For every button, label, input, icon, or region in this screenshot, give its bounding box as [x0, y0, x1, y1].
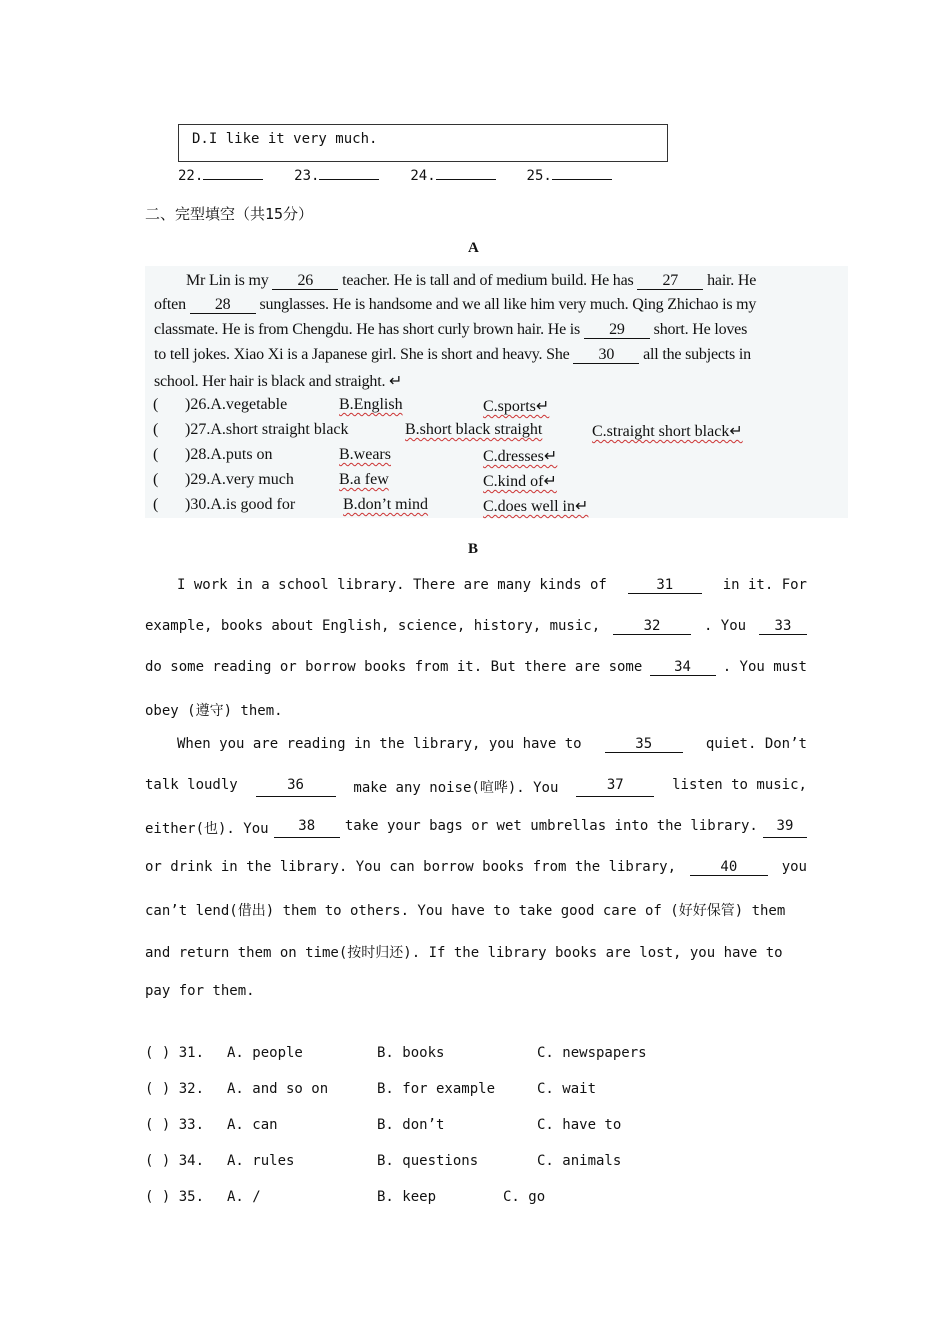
passage-line: obey (遵守) them. [145, 703, 283, 719]
answer-blank[interactable] [203, 179, 263, 180]
option-a: A. people [227, 1045, 303, 1061]
blank-37[interactable]: 37 [576, 777, 654, 797]
option-c: C.kind of↵ [483, 473, 557, 490]
option-b: B. books [377, 1045, 445, 1061]
passage-line: Mr Lin is my 26 teacher. He is tall and of medium build. He has 27 hair. He [186, 272, 757, 289]
blank-26[interactable]: 26 [272, 273, 338, 290]
answer-paren[interactable]: ( [153, 446, 159, 463]
option-a: A. / [227, 1189, 261, 1205]
answer-blank[interactable] [552, 179, 612, 180]
blank-39[interactable]: 39 [763, 818, 807, 838]
option-d: D.I like it very much. [192, 131, 378, 147]
option-c: C.sports↵ [483, 398, 550, 415]
passage-line: school. Her hair is black and straight. ↵ [154, 373, 403, 390]
blank-36[interactable]: 36 [256, 777, 336, 797]
option-c: C. go [503, 1189, 546, 1205]
option-b: B. keep [377, 1189, 437, 1205]
option-c: C. have to [537, 1117, 622, 1133]
blank-29[interactable]: 29 [584, 322, 650, 339]
answer-paren[interactable]: ( ) 32. [145, 1081, 205, 1097]
blank-32[interactable]: 32 [613, 618, 691, 635]
blank-28[interactable]: 28 [190, 297, 256, 314]
answer-paren[interactable]: ( [153, 471, 159, 488]
option-a: )28.A.puts on [185, 446, 273, 463]
option-c: C.dresses↵ [483, 448, 558, 465]
option-b: B. questions [377, 1153, 479, 1169]
option-a: )29.A.very much [185, 471, 294, 488]
passage-line: talk loudly 36 make any noise(喧哗). You 37 listen to music, [145, 777, 807, 796]
passage-line: or drink in the library. You can borrow books from the library, 40 you [145, 859, 807, 875]
answer-blank[interactable] [436, 179, 496, 180]
passage-line: classmate. He is from Chengdu. He has short curly brown hair. He is 29 short. He loves [154, 321, 748, 338]
answer-blank[interactable] [319, 179, 379, 180]
answer-paren[interactable]: ( ) 35. [145, 1189, 205, 1205]
section-title: 二、完型填空（共15分） [145, 205, 314, 223]
passage-line: pay for them. [145, 983, 255, 999]
passage-line: can’t lend(借出) them to others. You have to take good care of (好好保管) them [145, 903, 786, 919]
option-b: B.a few [339, 471, 389, 488]
option-b: B.don’t mind [343, 496, 429, 513]
blank-30[interactable]: 30 [573, 347, 639, 364]
part-a-heading: A [468, 240, 479, 256]
passage-line: and return them on time(按时归还). If the library books are lost, you have to [145, 945, 783, 961]
answer-paren[interactable]: ( ) 34. [145, 1153, 205, 1169]
part-b-heading: B [468, 541, 479, 557]
option-b: B.English [339, 396, 403, 413]
option-a: A. rules [227, 1153, 295, 1169]
option-a: A. and so on [227, 1081, 329, 1097]
option-a: )26.A.vegetable [185, 396, 288, 413]
option-c: C.does well in↵ [483, 498, 589, 515]
blank-31[interactable]: 31 [628, 577, 702, 594]
option-a: )30.A.is good for [185, 496, 296, 513]
option-a: A. can [227, 1117, 278, 1133]
blank-27[interactable]: 27 [637, 273, 703, 290]
answer-blank-label: 25. [526, 168, 552, 184]
passage-line: often 28 sunglasses. He is handsome and we all like him very much. Qing Zhichao is my [154, 296, 757, 313]
blank-35[interactable]: 35 [605, 736, 683, 753]
answer-blank-label: 22. [178, 168, 204, 184]
blank-33[interactable]: 33 [759, 618, 807, 635]
answer-paren[interactable]: ( ) 31. [145, 1045, 205, 1061]
answer-blank-label: 24. [410, 168, 436, 184]
passage-line: either(也). You 38 take your bags or wet umbrellas into the library. 39 [145, 818, 807, 838]
part-a-panel [145, 266, 848, 518]
answer-paren[interactable]: ( [153, 496, 159, 513]
option-b: B. don’t [377, 1117, 445, 1133]
option-c: C.straight short black↵ [592, 423, 743, 440]
blank-38[interactable]: 38 [274, 818, 340, 838]
option-b: B.wears [339, 446, 391, 463]
option-c: C. animals [537, 1153, 622, 1169]
passage-line: I work in a school library. There are many kinds of 31 in it. For [177, 577, 807, 593]
answer-blank-label: 23. [294, 168, 320, 184]
answer-blank-row [178, 168, 612, 184]
option-c: C. newspapers [537, 1045, 647, 1061]
passage-line: do some reading or borrow books from it. But there are some 34 . You must [145, 659, 807, 675]
answer-paren[interactable]: ( [153, 421, 159, 438]
option-b: B.short black straight [405, 421, 543, 438]
answer-paren[interactable]: ( [153, 396, 159, 413]
option-c: C. wait [537, 1081, 597, 1097]
option-b: B. for example [377, 1081, 496, 1097]
blank-34[interactable]: 34 [650, 659, 716, 676]
passage-line: to tell jokes. Xiao Xi is a Japanese girl. She is short and heavy. She 30 all the subjects in [154, 346, 751, 363]
blank-40[interactable]: 40 [690, 859, 768, 876]
passage-line: example, books about English, science, history, music, 32 . You 33 [145, 618, 807, 635]
option-a: )27.A.short straight black [185, 421, 349, 438]
answer-paren[interactable]: ( ) 33. [145, 1117, 205, 1133]
option-box [178, 124, 668, 162]
passage-line: When you are reading in the library, you have to 35 quiet. Don’t [177, 736, 807, 752]
